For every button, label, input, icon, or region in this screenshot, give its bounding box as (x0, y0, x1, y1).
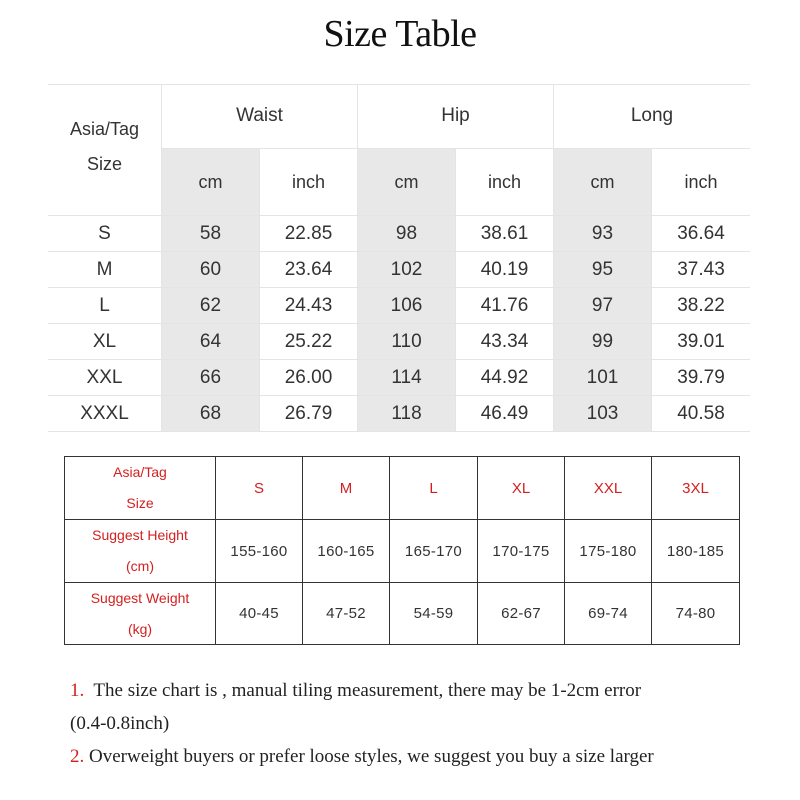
value-cell: 93 (553, 216, 651, 251)
unit-header-inch: inch (259, 149, 357, 215)
table-row (65, 457, 739, 520)
size-cell: XXXL (80, 402, 129, 424)
value-cell: 40.19 (455, 252, 553, 287)
table-row (48, 323, 750, 359)
value-cell: 36.64 (651, 216, 750, 251)
size-header-cell: L (390, 457, 478, 519)
table-header (48, 84, 750, 215)
value-cell: 175-180 (565, 520, 652, 582)
note-text: Overweight buyers or prefer loose styles, we suggest you buy a size larger (89, 746, 654, 767)
value-cell: 101 (553, 360, 651, 395)
table-row (48, 359, 750, 395)
notes (70, 674, 770, 773)
row-label-line: (cm) (126, 558, 154, 574)
value-cell: 46.49 (455, 396, 553, 431)
value-cell: 68 (161, 396, 259, 431)
table-row (48, 215, 750, 251)
value-cell: 47-52 (303, 583, 390, 644)
note-1 (70, 674, 770, 707)
size-header-cell: 3XL (682, 479, 709, 497)
value-cell: 24.43 (259, 288, 357, 323)
table-row (48, 395, 750, 432)
value-cell: 98 (357, 216, 455, 251)
corner-header (48, 85, 161, 215)
group-header-long: Long (553, 85, 750, 149)
size-header-cell: M (303, 457, 390, 519)
value-cell: 110 (357, 324, 455, 359)
row-label-line: Suggest Weight (90, 589, 190, 606)
note-text: The size chart is , manual tiling measurement, there may be 1-2cm error (93, 680, 642, 701)
note-2 (70, 740, 770, 773)
value-cell: 62-67 (478, 583, 565, 644)
value-cell: 54-59 (390, 583, 478, 644)
table-row (48, 251, 750, 287)
value-cell: 62 (161, 288, 259, 323)
corner-label-line1: Asia/Tag (69, 119, 140, 139)
value-cell: 22.85 (259, 216, 357, 251)
size-cell: S (98, 222, 111, 244)
value-cell: 114 (357, 360, 455, 395)
unit-header-cm: cm (357, 149, 455, 215)
note-number: 1. (70, 680, 85, 701)
size-cell: XL (92, 330, 117, 352)
value-cell: 40.58 (651, 396, 750, 431)
unit-header-cm: cm (161, 149, 259, 215)
value-cell: 39.79 (651, 360, 750, 395)
value-cell: 58 (161, 216, 259, 251)
table-row (65, 520, 739, 583)
value-cell: 26.79 (259, 396, 357, 431)
value-cell: 41.76 (455, 288, 553, 323)
row-label-line: Asia/Tag (113, 464, 167, 480)
value-cell: 66 (161, 360, 259, 395)
value-cell: 40-45 (216, 583, 303, 644)
value-cell: 99 (553, 324, 651, 359)
row-label (65, 520, 216, 582)
value-cell: 155-160 (216, 520, 303, 582)
value-cell: 95 (553, 252, 651, 287)
height-weight-table (64, 456, 740, 645)
unit-header-inch: inch (455, 149, 553, 215)
table-row (48, 287, 750, 323)
page-title: Size Table (323, 13, 477, 55)
table-row (65, 583, 739, 644)
unit-header-inch: inch (651, 149, 750, 215)
size-header-cell: XXL (565, 457, 652, 519)
size-header-cell: S (216, 457, 303, 519)
value-cell: 180-185 (666, 542, 725, 560)
value-cell: 102 (357, 252, 455, 287)
value-cell: 37.43 (651, 252, 750, 287)
value-cell: 74-80 (675, 605, 716, 622)
value-cell: 43.34 (455, 324, 553, 359)
note-1-continuation: (0.4-0.8inch) (70, 713, 170, 734)
value-cell: 38.22 (651, 288, 750, 323)
group-header-waist: Waist (161, 85, 357, 149)
row-label-line: (kg) (127, 620, 153, 637)
row-label (65, 583, 216, 644)
row-label-line: Size (126, 495, 154, 511)
value-cell: 64 (161, 324, 259, 359)
value-cell: 160-165 (303, 520, 390, 582)
unit-header-cm: cm (553, 149, 651, 215)
value-cell: 165-170 (390, 520, 478, 582)
row-label-line: Suggest Height (92, 527, 188, 543)
value-cell: 106 (357, 288, 455, 323)
group-header-hip: Hip (357, 85, 553, 149)
value-cell: 60 (161, 252, 259, 287)
size-cell: L (99, 294, 110, 316)
size-header-cell: XL (478, 457, 565, 519)
value-cell: 38.61 (455, 216, 553, 251)
corner-label-line2: Size (86, 154, 122, 174)
size-measurement-table (48, 84, 750, 432)
value-cell: 39.01 (651, 324, 750, 359)
row-label (65, 457, 216, 519)
value-cell: 97 (553, 288, 651, 323)
value-cell: 170-175 (478, 520, 565, 582)
value-cell: 44.92 (455, 360, 553, 395)
note-number: 2. (70, 746, 85, 767)
table-body (48, 215, 750, 432)
value-cell: 69-74 (565, 583, 652, 644)
value-cell: 26.00 (259, 360, 357, 395)
value-cell: 118 (357, 396, 455, 431)
size-cell: M (96, 258, 113, 280)
value-cell: 25.22 (259, 324, 357, 359)
size-cell: XXL (86, 366, 123, 388)
value-cell: 23.64 (259, 252, 357, 287)
value-cell: 103 (553, 396, 651, 431)
